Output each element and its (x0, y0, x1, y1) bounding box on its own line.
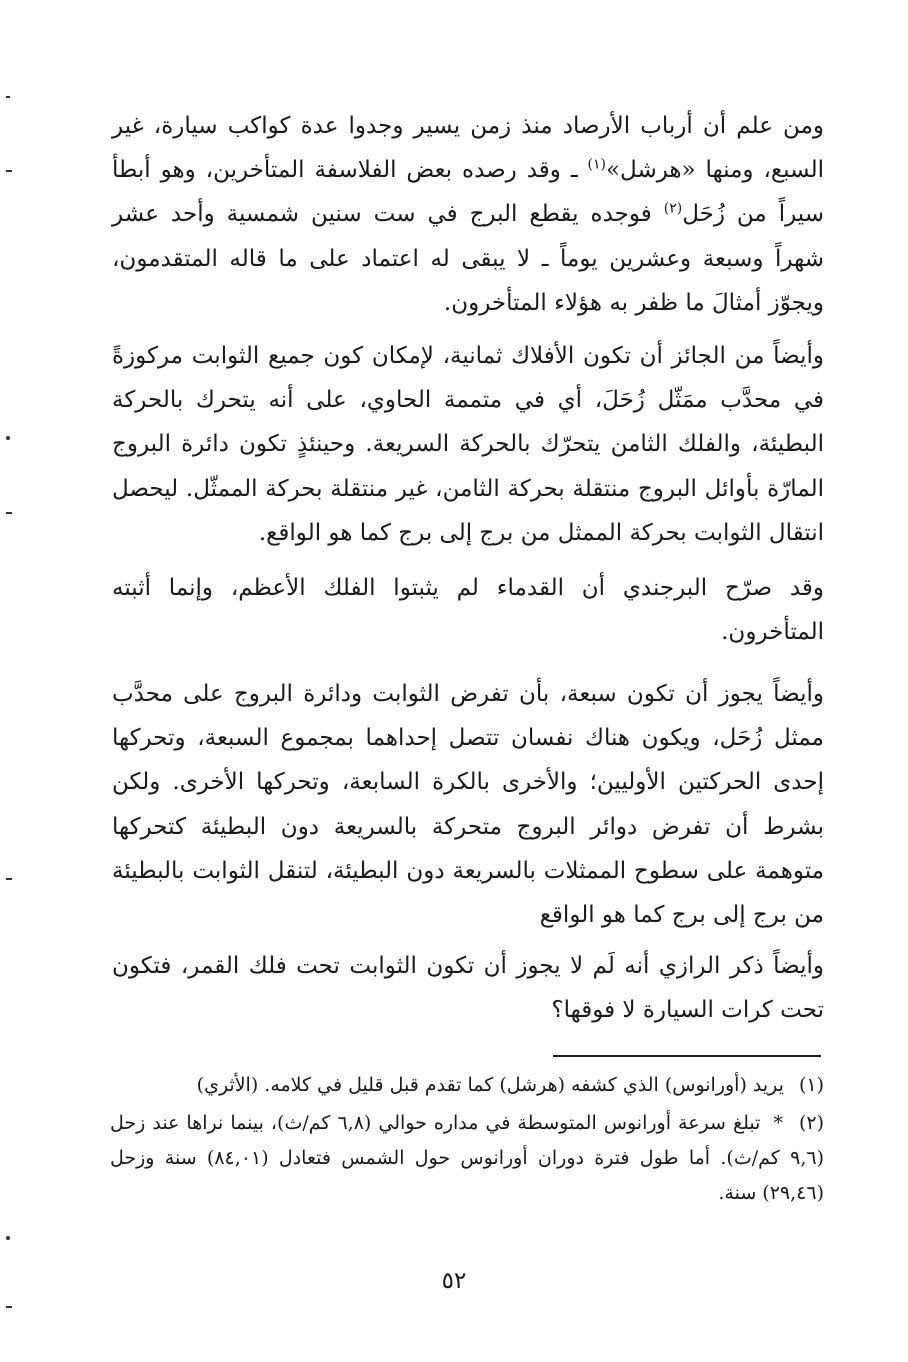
paragraph-text: فوجده يقطع البرج في ست سنين شمسية وأحد عشر شهراً وسبعة وعشرين يوماً ـ لا يبقى له اعتماد على ما قاله المتقدمون، ويجوّز أمثالَ ما ظفر به هؤلاء المتأخرون. (112, 201, 824, 316)
footnote-reference: (١) (587, 156, 606, 173)
paragraph-text: وأيضاً يجوز أن تكون سبعة، بأن تفرض الثوابت ودائرة البروج على محدَّب ممثل زُحَل، ويكون هناك نفسان تتصل إحداهما بمجموع السبعة، وتحركها إحدى الحركتين الأوليين؛ والأخرى بالكرة السابعة، وتحركها الأخرى. ولكن بشرط أن تفرض دوائر البروج متحركة بالسريعة دون البطيئة كتحركها متوهمة على سطوح الممثلات بالسريعة دون البطيئة، لتنقل الثوابت بالبطيئة من برج إلى برج كما هو الواقع (112, 681, 824, 929)
paragraph-text: وأيضاً من الجائز أن تكون الأفلاك ثمانية، لإمكان كون جميع الثوابت مركوزةً في محدَّب ممَثّل زُحَلَ، أي في متممة الحاوي، على أنه يتحرك بالحركة البطيئة، والفلك الثامن يتحرّك بالحركة السريعة. وحينئذٍ تكون دائرة البروج المارّة بأوائل البروج منتقلة بحركة الثامن، غير منتقلة بحركة الممثّل. ليحصل انتقال الثوابت بحركة الممثل من برج إلى برج كما هو الواقع. (112, 343, 824, 546)
scan-mark (6, 512, 12, 514)
paragraph-text: وقد صرّح البرجندي أن القدماء لم يثبتوا الفلك الأعظم، وإنما أثبته المتأخرون. (112, 575, 824, 646)
scan-mark (6, 436, 10, 440)
scan-mark (6, 170, 12, 172)
scan-mark (6, 1236, 10, 1240)
scan-mark (6, 878, 12, 880)
scan-mark (6, 1306, 12, 1308)
footnote-number: (١) (798, 1074, 824, 1096)
footnote-reference: (٢) (663, 200, 683, 217)
page-number: ٥٢ (441, 1268, 467, 1294)
paragraph-4 (112, 672, 824, 937)
footnote-1 (110, 1068, 824, 1103)
scan-mark (6, 96, 10, 98)
paragraph-2 (112, 334, 824, 555)
paragraph-text: ومن علم أن أرباب الأرصاد منذ زمن يسير وجدوا عدة كواكب سيارة، غير السبع، ومنها «هرشل» (112, 113, 824, 184)
paragraph-text: وأيضاً ذكر الرازي أنه لَم لا يجوز أن تكون الثوابت تحت فلك القمر، فتكون تحت كرات السيارة لا فوقها؟ (112, 953, 824, 1024)
footnote-text: تبلغ سرعة أورانوس المتوسطة في مداره حوالي (٦,٨ كم/ث)، بينما نراها عند زحل (٩,٦ كم/ث). أما طول فترة دوران أورانوس حول الشمس فتعادل (٨٤,٠١) سنة وزحل (٢٩,٤٦) سنة. (110, 1112, 824, 1204)
paragraph-5 (112, 944, 824, 1032)
paragraph-1 (112, 104, 824, 325)
footnote-star: * (773, 1112, 783, 1134)
footnote-text: يريد (أورانوس) الذي كشفه (هرشل) كما تقدم قبل قليل في كلامه. (الأثري) (196, 1074, 784, 1096)
footnote-number: (٢) (798, 1112, 824, 1134)
paragraph-text: ـ وقد رصده بعض الفلاسفة المتأخرين، وهو أبطأ سيراً من زُحَل (112, 157, 824, 228)
paragraph-3 (112, 566, 824, 654)
footnote-2 (110, 1106, 824, 1211)
footnote-separator (553, 1055, 821, 1057)
